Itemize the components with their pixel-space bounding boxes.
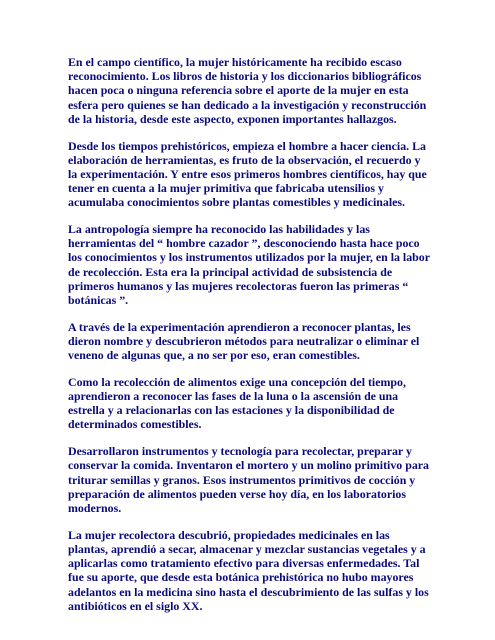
paragraph-1: En el campo científico, la mujer históricamente ha recibido escaso reconocimiento. Los libros de historia y los diccionarios bibliográficos hacen poca o ninguna referencia sobre el aporte de la mujer en esta esfera pero quienes se han dedicado a la investigación y reconstrucción de la historia, desde este aspecto, exponen importantes hallazgos. <box>68 55 427 126</box>
paragraph-2: Desde los tiempos prehistóricos, empieza el hombre a hacer ciencia. La elaboración de herramientas, es fruto de la observación, el recuerdo y la experimentación. Y entre esos primeros hombres científicos, hay que tener en cuenta a la mujer primitiva que fabricaba utensilios y acumulaba conocimientos sobre plantas comestibles y medicinales. <box>68 138 427 210</box>
paragraph-5: Como la recolección de alimentos exige una concepción del tiempo, aprendieron a reconocer las fases de la luna o la ascensión de una estrella y a relacionarlas con las estaciones y la disponibilidad de determinados comestibles. <box>68 374 406 432</box>
paragraph-7: La mujer recolectora descubrió, propiedades medicinales en las plantas, aprendió a secar, almacenar y mezclar sustancias vegetales y a aplicarlas como tratamiento efectivo para diversas enfermedades. Tal fue su aporte, que desde esta botánica prehistórica no hubo mayores adelantos en la medicina sino hasta el descubrimiento de las sulfas y los antibióticos en el siglo XX. <box>68 527 429 613</box>
paragraph-4: A través de la experimentación aprendieron a reconocer plantas, les dieron nombre y descubrieron métodos para neutralizar o eliminar el veneno de algunas que, a no ser por eso, eran comestibles. <box>68 319 420 363</box>
document-body <box>68 55 430 625</box>
paragraph-3: La antropología siempre ha reconocido las habilidades y las herramientas del “ hombre cazador ”, desconociendo hasta hace poco los conocimientos y los instrumentos utilizados por la mujer, en la labor de recolección. Esta era la principal actividad de subsistencia de primeros humanos y las mujeres recolectoras fueron las primeras “ botánicas ”. <box>68 222 430 308</box>
paragraph-6: Desarrollaron instrumentos y tecnología para recolectar, preparar y conservar la comida. Inventaron el mortero y un molino primitivo para triturar semillas y granos. Esos instrumentos primitivos de cocción y preparación de alimentos pueden verse hoy día, en los laboratorios modernos. <box>68 444 429 515</box>
